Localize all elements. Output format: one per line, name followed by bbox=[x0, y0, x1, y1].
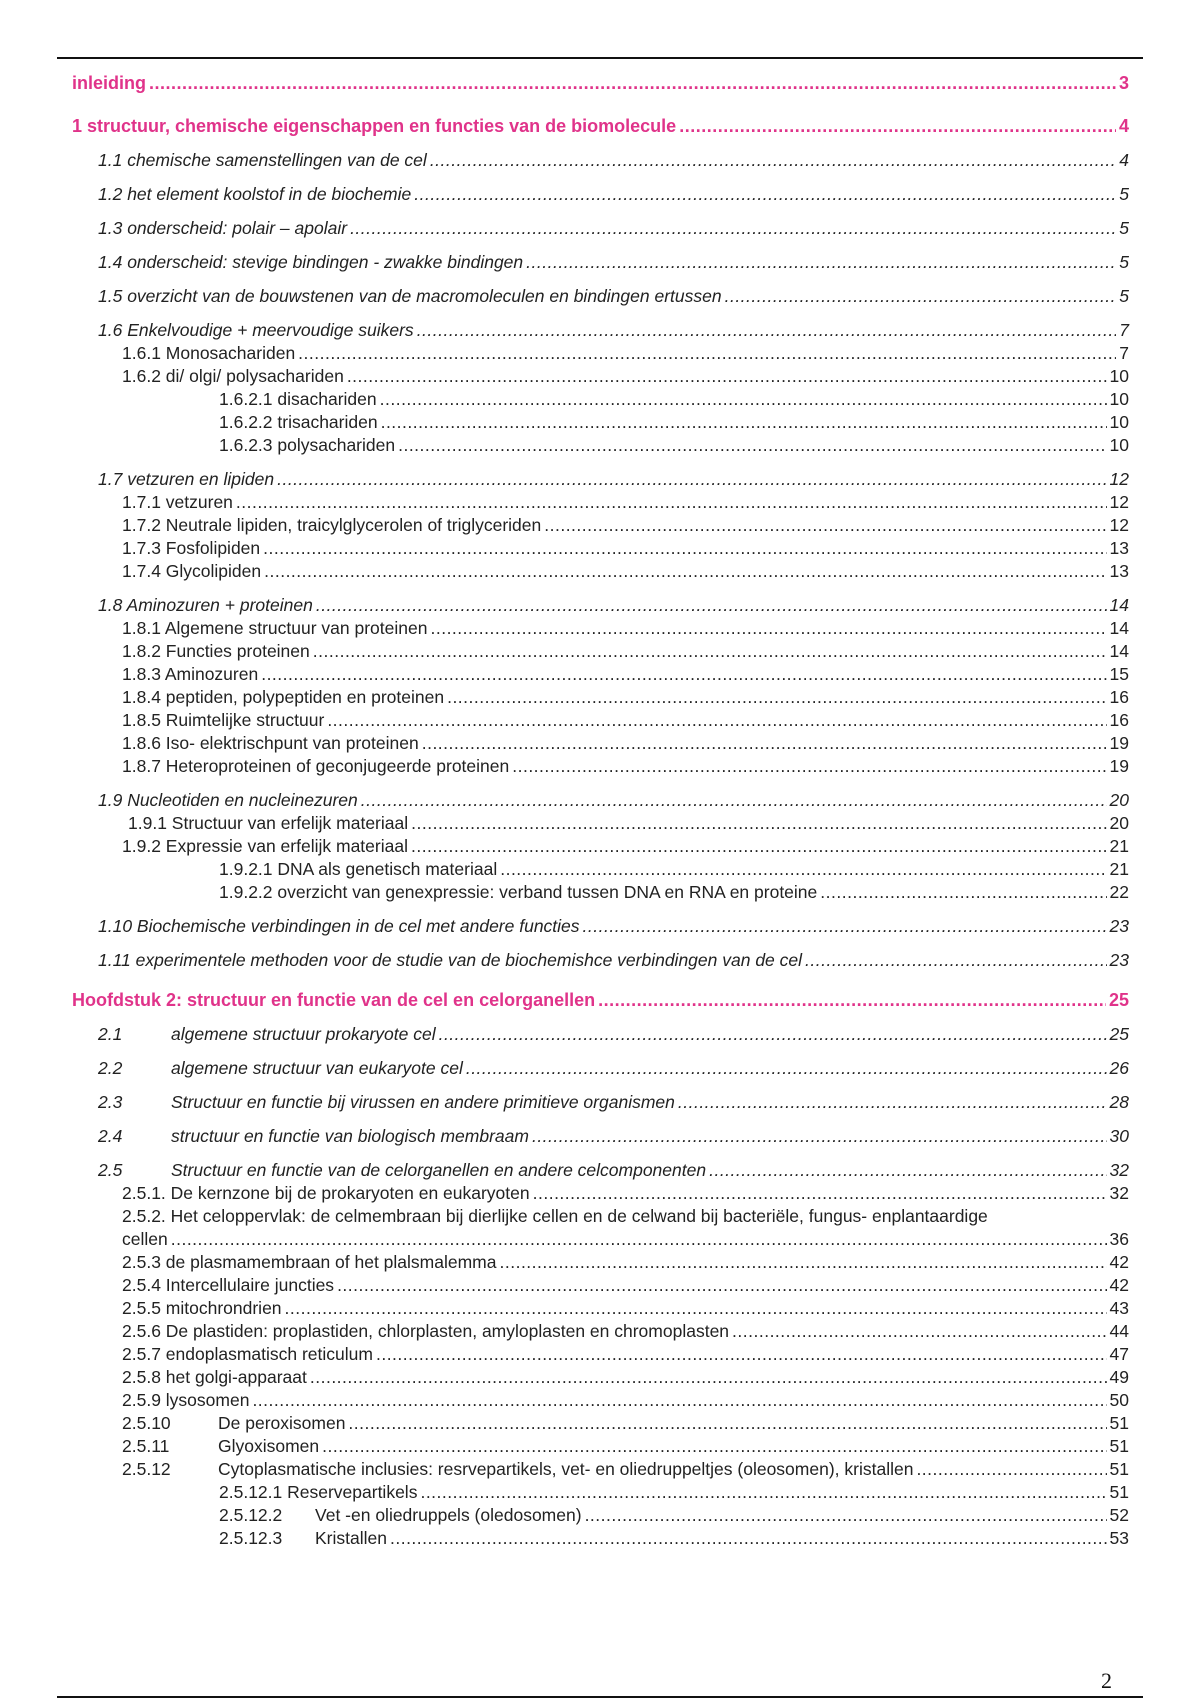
toc-title: 1.7 vetzuren en lipiden bbox=[98, 469, 275, 489]
toc-title: 1.6.2.2 trisachariden bbox=[219, 412, 378, 432]
toc-page: 32 bbox=[1109, 1160, 1129, 1180]
toc-title: 1.8.5 Ruimtelijke structuur bbox=[122, 710, 325, 730]
toc-title: 1.6.2.1 disachariden bbox=[219, 389, 377, 409]
toc-number: 2.5 bbox=[98, 1160, 123, 1180]
toc-page: 53 bbox=[1109, 1528, 1129, 1548]
toc-page: 42 bbox=[1109, 1252, 1129, 1272]
toc-title: 1.6.2 di/ olgi/ polysachariden bbox=[122, 366, 344, 386]
toc-title: 1.8.6 Iso- elektrischpunt van proteinen bbox=[122, 733, 419, 753]
toc-page: 51 bbox=[1109, 1436, 1129, 1456]
toc-entry-2-5-1[interactable] bbox=[72, 1182, 1129, 1205]
toc-leader bbox=[500, 858, 1106, 881]
toc-title: 1.9.2.1 DNA als genetisch materiaal bbox=[219, 859, 498, 879]
toc-leader bbox=[532, 1125, 1107, 1148]
toc-page: 32 bbox=[1109, 1183, 1129, 1203]
toc-leader bbox=[252, 1389, 1106, 1412]
toc-title-text: Cytoplasmatische inclusies: resrvepartikels, vet- en oliedruppeltjes (oleosomen), kristallen bbox=[218, 1459, 914, 1479]
toc-entry-2-5[interactable] bbox=[72, 1159, 1129, 1182]
toc-entry-2-2[interactable] bbox=[72, 1057, 1129, 1080]
toc-number: 2.5.12.2 bbox=[219, 1505, 283, 1525]
toc-entry-2-5-8[interactable] bbox=[72, 1366, 1129, 1389]
toc-entry-1-8-4[interactable] bbox=[72, 686, 1129, 709]
toc-page: 44 bbox=[1109, 1321, 1129, 1341]
toc-entry-1-7[interactable] bbox=[72, 468, 1129, 491]
toc-leader bbox=[347, 365, 1107, 388]
toc-page: 5 bbox=[1119, 184, 1129, 204]
toc-title: 1.8.2 Functies proteinen bbox=[122, 641, 310, 661]
toc-entry-1-6-2-2[interactable] bbox=[72, 411, 1129, 434]
toc-page: 5 bbox=[1119, 286, 1129, 306]
toc-entry-1-8-7[interactable] bbox=[72, 755, 1129, 778]
toc-title bbox=[98, 1091, 675, 1114]
toc-entry-chapter-2[interactable] bbox=[72, 989, 1129, 1012]
toc-page: 51 bbox=[1109, 1482, 1129, 1502]
toc-title-continuation: cellen bbox=[122, 1229, 168, 1249]
toc-entry-2-5-11[interactable] bbox=[72, 1435, 1129, 1458]
toc-page: 22 bbox=[1109, 882, 1129, 902]
toc-page: 25 bbox=[1109, 1024, 1129, 1044]
toc-title-text: algemene structuur van eukaryote cel bbox=[171, 1058, 463, 1078]
toc-entry-1-11[interactable] bbox=[72, 949, 1129, 972]
toc-entry-2-5-12-3[interactable] bbox=[72, 1527, 1129, 1550]
toc-leader bbox=[725, 285, 1117, 308]
toc-page: 26 bbox=[1109, 1058, 1129, 1078]
toc-entry-2-5-7[interactable] bbox=[72, 1343, 1129, 1366]
toc-leader bbox=[439, 1023, 1107, 1046]
toc-leader bbox=[678, 1091, 1107, 1114]
page-number: 2 bbox=[1101, 1668, 1112, 1693]
toc-page: 10 bbox=[1109, 435, 1129, 455]
toc-title: 2.5.12.1 Reservepartikels bbox=[219, 1482, 418, 1502]
toc-number: 2.4 bbox=[98, 1126, 123, 1146]
toc-leader bbox=[500, 1251, 1107, 1274]
toc-title: 1.9.2 Expressie van erfelijk materiaal bbox=[122, 836, 408, 856]
toc-title: 1.11 experimentele methoden voor de studie van de biochemishce verbindingen van de cel bbox=[98, 950, 803, 970]
toc-entry-1-8-2[interactable] bbox=[72, 640, 1129, 663]
toc-leader bbox=[526, 251, 1116, 274]
toc-page: 47 bbox=[1109, 1344, 1129, 1364]
toc-page: 42 bbox=[1109, 1275, 1129, 1295]
toc-leader bbox=[285, 1297, 1107, 1320]
toc-title: 1.4 onderscheid: stevige bindingen - zwakke bindingen bbox=[98, 252, 524, 272]
toc-page: 16 bbox=[1109, 687, 1129, 707]
toc-number: 2.5.11 bbox=[122, 1436, 170, 1456]
toc-leader bbox=[277, 468, 1106, 491]
toc-page: 19 bbox=[1109, 733, 1129, 753]
toc-title: 1.10 Biochemische verbindingen in de cel met andere functies bbox=[98, 916, 580, 936]
toc-leader bbox=[322, 1435, 1106, 1458]
toc-page: 15 bbox=[1109, 664, 1129, 684]
toc-leader bbox=[679, 115, 1116, 138]
toc-title: 1.7.2 Neutrale lipiden, traicylglycerolen of triglyceriden bbox=[122, 515, 542, 535]
toc-title: Hoofdstuk 2: structuur en functie van de cel en celorganellen bbox=[72, 990, 596, 1010]
toc-leader bbox=[316, 594, 1107, 617]
toc-title: 1.9 Nucleotiden en nucleinezuren bbox=[98, 790, 358, 810]
toc-title: 1.3 onderscheid: polair – apolair bbox=[98, 218, 348, 238]
toc-title: 1.6.2.3 polysachariden bbox=[219, 435, 396, 455]
toc-entry-1-9-2-1[interactable] bbox=[72, 858, 1129, 881]
toc-title: 2.5.1. De kernzone bij de prokaryoten en eukaryoten bbox=[122, 1183, 530, 1203]
toc-title: 1.6 Enkelvoudige + meervoudige suikers bbox=[98, 320, 414, 340]
toc-leader bbox=[544, 514, 1106, 537]
toc-entry-2-5-2[interactable] bbox=[72, 1205, 1129, 1251]
toc-page: 10 bbox=[1109, 389, 1129, 409]
toc-entry-1-7-1[interactable] bbox=[72, 491, 1129, 514]
toc-page: 4 bbox=[1119, 150, 1129, 170]
toc-leader bbox=[298, 342, 1116, 365]
toc-entry-2-5-12-1[interactable] bbox=[72, 1481, 1129, 1504]
toc-page: 21 bbox=[1109, 836, 1129, 856]
toc-entry-2-5-10[interactable] bbox=[72, 1412, 1129, 1435]
toc-title: 1.8.1 Algemene structuur van proteinen bbox=[122, 618, 428, 638]
bottom-rule bbox=[57, 1696, 1143, 1698]
toc-title: 1.8.3 Aminozuren bbox=[122, 664, 259, 684]
toc-entry-1-9-1[interactable] bbox=[72, 812, 1129, 835]
toc-leader bbox=[420, 1481, 1106, 1504]
toc-leader bbox=[261, 663, 1106, 686]
toc-title: 1.8 Aminozuren + proteinen bbox=[98, 595, 313, 615]
toc-leader bbox=[313, 640, 1107, 663]
toc-title-text: Glyoxisomen bbox=[218, 1436, 320, 1456]
toc-title: 2.5.8 het golgi-apparaat bbox=[122, 1367, 307, 1387]
toc-page: 16 bbox=[1109, 710, 1129, 730]
toc-entry-1-9-2[interactable] bbox=[72, 835, 1129, 858]
toc-page: 5 bbox=[1119, 252, 1129, 272]
toc-title: 1.7.3 Fosfolipiden bbox=[122, 538, 261, 558]
toc-title: 2.5.7 endoplasmatisch reticulum bbox=[122, 1344, 373, 1364]
toc-leader bbox=[466, 1057, 1107, 1080]
toc-number: 2.3 bbox=[98, 1092, 123, 1112]
toc-entry-chapter-1[interactable] bbox=[72, 115, 1129, 138]
toc-title bbox=[219, 1527, 387, 1550]
toc-entry-1-6-2[interactable] bbox=[72, 365, 1129, 388]
toc-title-text: algemene structuur prokaryote cel bbox=[171, 1024, 436, 1044]
toc-leader bbox=[350, 217, 1116, 240]
toc-leader bbox=[398, 434, 1106, 457]
toc-number: 2.5.10 bbox=[122, 1413, 171, 1433]
toc-title: 2.5.9 lysosomen bbox=[122, 1390, 250, 1410]
toc-leader bbox=[171, 1228, 1107, 1251]
toc-page: 14 bbox=[1109, 618, 1129, 638]
toc-leader bbox=[263, 537, 1106, 560]
toc-leader bbox=[430, 617, 1106, 640]
toc-leader bbox=[430, 149, 1116, 172]
toc-title bbox=[98, 1023, 436, 1046]
toc-title: 2.5.6 De plastiden: proplastiden, chlorplasten, amyloplasten en chromoplasten bbox=[122, 1321, 730, 1341]
toc-page: 12 bbox=[1109, 515, 1129, 535]
toc-leader bbox=[411, 835, 1107, 858]
toc-title: inleiding bbox=[72, 73, 146, 93]
toc-leader bbox=[598, 989, 1106, 1012]
toc-page: 51 bbox=[1109, 1459, 1129, 1479]
toc-title: 2.5.2. Het celoppervlak: de celmembraan bij dierlijke cellen en de celwand bij bacteriële, fungus- enplantaardige bbox=[122, 1206, 988, 1226]
table-of-contents bbox=[72, 72, 1129, 1550]
toc-title: 1.2 het element koolstof in de biochemie bbox=[98, 184, 412, 204]
toc-title bbox=[98, 1125, 529, 1148]
toc-entry-2-3[interactable] bbox=[72, 1091, 1129, 1114]
toc-entry-1-7-3[interactable] bbox=[72, 537, 1129, 560]
toc-leader bbox=[264, 560, 1106, 583]
toc-leader bbox=[411, 812, 1106, 835]
toc-leader bbox=[390, 1527, 1107, 1550]
toc-title-text: Vet -en oliedruppels (oledosomen) bbox=[315, 1505, 582, 1525]
toc-page: 13 bbox=[1109, 538, 1129, 558]
toc-title: 1.9.1 Structuur van erfelijk materiaal bbox=[128, 813, 409, 833]
toc-number: 2.1 bbox=[98, 1024, 123, 1044]
toc-leader bbox=[327, 709, 1106, 732]
toc-entry-1-8[interactable] bbox=[72, 594, 1129, 617]
toc-entry-1-8-6[interactable] bbox=[72, 732, 1129, 755]
toc-title bbox=[122, 1458, 913, 1481]
toc-page: 30 bbox=[1109, 1126, 1129, 1146]
toc-leader bbox=[422, 732, 1107, 755]
toc-entry-1-6[interactable] bbox=[72, 319, 1129, 342]
toc-leader bbox=[414, 183, 1116, 206]
toc-entry-1-6-2-3[interactable] bbox=[72, 434, 1129, 457]
toc-entry-2-5-12[interactable] bbox=[72, 1458, 1129, 1481]
toc-entry-1-6-2-1[interactable] bbox=[72, 388, 1129, 411]
toc-leader bbox=[533, 1182, 1107, 1205]
toc-page: 14 bbox=[1109, 641, 1129, 661]
toc-leader bbox=[512, 755, 1106, 778]
toc-entry-1-8-5[interactable] bbox=[72, 709, 1129, 732]
toc-leader bbox=[236, 491, 1107, 514]
toc-leader bbox=[380, 388, 1107, 411]
toc-entry-1-9[interactable] bbox=[72, 789, 1129, 812]
toc-entry-1-8-1[interactable] bbox=[72, 617, 1129, 640]
toc-page: 19 bbox=[1109, 756, 1129, 776]
toc-title: 1.7.4 Glycolipiden bbox=[122, 561, 262, 581]
toc-leader bbox=[376, 1343, 1107, 1366]
toc-page: 28 bbox=[1109, 1092, 1129, 1112]
toc-title: 1.8.7 Heteroproteinen of geconjugeerde proteinen bbox=[122, 756, 510, 776]
toc-page: 7 bbox=[1119, 343, 1129, 363]
toc-leader bbox=[805, 949, 1107, 972]
toc-page: 20 bbox=[1109, 790, 1129, 810]
toc-page: 23 bbox=[1109, 916, 1129, 936]
toc-page: 12 bbox=[1109, 469, 1129, 489]
toc-leader bbox=[585, 1504, 1107, 1527]
toc-entry-1-5[interactable] bbox=[72, 285, 1129, 308]
toc-page: 50 bbox=[1109, 1390, 1129, 1410]
toc-leader bbox=[348, 1412, 1106, 1435]
toc-page: 5 bbox=[1119, 218, 1129, 238]
toc-title: 1 structuur, chemische eigenschappen en functies van de biomolecule bbox=[72, 116, 677, 136]
toc-title: 2.5.5 mitochrondrien bbox=[122, 1298, 282, 1318]
toc-page: 13 bbox=[1109, 561, 1129, 581]
toc-number: 2.2 bbox=[98, 1058, 123, 1078]
toc-title-continuation-row bbox=[122, 1228, 1129, 1251]
toc-title bbox=[98, 1159, 706, 1182]
toc-entry-1-7-2[interactable] bbox=[72, 514, 1129, 537]
toc-entry-1-3[interactable] bbox=[72, 217, 1129, 240]
toc-entry-inleiding[interactable] bbox=[72, 72, 1129, 95]
toc-page: 4 bbox=[1118, 116, 1129, 136]
toc-page: 12 bbox=[1109, 492, 1129, 512]
toc-title: 1.1 chemische samenstellingen van de cel bbox=[98, 150, 427, 170]
toc-title-text: structuur en functie van biologisch membraam bbox=[171, 1126, 529, 1146]
toc-number: 2.5.12 bbox=[122, 1459, 171, 1479]
toc-leader bbox=[361, 789, 1107, 812]
toc-page: 10 bbox=[1109, 366, 1129, 386]
toc-page: 21 bbox=[1109, 859, 1129, 879]
toc-entry-2-5-9[interactable] bbox=[72, 1389, 1129, 1412]
toc-entry-1-4[interactable] bbox=[72, 251, 1129, 274]
toc-leader bbox=[820, 881, 1106, 904]
toc-title-text: De peroxisomen bbox=[218, 1413, 346, 1433]
toc-title-text: Structuur en functie bij virussen en andere primitieve organismen bbox=[171, 1092, 675, 1112]
toc-leader bbox=[447, 686, 1106, 709]
toc-leader bbox=[583, 915, 1107, 938]
toc-leader bbox=[381, 411, 1107, 434]
toc-leader bbox=[732, 1320, 1107, 1343]
toc-page: 14 bbox=[1109, 595, 1129, 615]
toc-entry-2-1[interactable] bbox=[72, 1023, 1129, 1046]
toc-page: 51 bbox=[1109, 1413, 1129, 1433]
toc-title-text: Structuur en functie van de celorganellen en andere celcomponenten bbox=[171, 1160, 707, 1180]
toc-entry-1-2[interactable] bbox=[72, 183, 1129, 206]
toc-page: 7 bbox=[1119, 320, 1129, 340]
chapter-2-section bbox=[72, 989, 1129, 1550]
toc-page: 10 bbox=[1109, 412, 1129, 432]
toc-title: 1.8.4 peptiden, polypeptiden en proteinen bbox=[122, 687, 445, 707]
toc-title bbox=[122, 1435, 319, 1458]
toc-entry-2-5-5[interactable] bbox=[72, 1297, 1129, 1320]
toc-entry-1-10[interactable] bbox=[72, 915, 1129, 938]
toc-title bbox=[122, 1412, 345, 1435]
toc-leader bbox=[417, 319, 1117, 342]
toc-leader bbox=[916, 1458, 1106, 1481]
toc-entry-1-8-3[interactable] bbox=[72, 663, 1129, 686]
toc-entry-1-1[interactable] bbox=[72, 149, 1129, 172]
toc-entry-2-5-6[interactable] bbox=[72, 1320, 1129, 1343]
toc-title: 1.9.2.2 overzicht van genexpressie: verband tussen DNA en RNA en proteine bbox=[219, 882, 818, 902]
toc-title: 1.5 overzicht van de bouwstenen van de macromoleculen en bindingen ertussen bbox=[98, 286, 722, 306]
toc-leader bbox=[149, 72, 1116, 95]
toc-title: 1.6.1 Monosachariden bbox=[122, 343, 296, 363]
toc-leader bbox=[337, 1274, 1106, 1297]
toc-page: 36 bbox=[1109, 1229, 1129, 1249]
toc-title bbox=[219, 1504, 582, 1527]
toc-entry-1-7-4[interactable] bbox=[72, 560, 1129, 583]
toc-entry-2-5-12-2[interactable] bbox=[72, 1504, 1129, 1527]
toc-title: 2.5.3 de plasmamembraan of het plalsmalemma bbox=[122, 1252, 497, 1272]
toc-leader bbox=[709, 1159, 1106, 1182]
toc-title: 1.7.1 vetzuren bbox=[122, 492, 233, 512]
toc-title bbox=[98, 1057, 463, 1080]
toc-page: 25 bbox=[1108, 990, 1129, 1010]
top-rule bbox=[57, 57, 1143, 59]
toc-page: 20 bbox=[1109, 813, 1129, 833]
toc-entry-2-4[interactable] bbox=[72, 1125, 1129, 1148]
toc-entry-2-5-4[interactable] bbox=[72, 1274, 1129, 1297]
toc-number: 2.5.12.3 bbox=[219, 1528, 283, 1548]
toc-leader bbox=[310, 1366, 1107, 1389]
toc-page: 3 bbox=[1118, 73, 1129, 93]
toc-page: 23 bbox=[1109, 950, 1129, 970]
toc-page: 43 bbox=[1109, 1298, 1129, 1318]
toc-page: 49 bbox=[1109, 1367, 1129, 1387]
toc-entry-1-6-1[interactable] bbox=[72, 342, 1129, 365]
toc-title: 2.5.4 Intercellulaire juncties bbox=[122, 1275, 335, 1295]
toc-title-text: Kristallen bbox=[315, 1528, 387, 1548]
toc-entry-1-9-2-2[interactable] bbox=[72, 881, 1129, 904]
toc-entry-2-5-3[interactable] bbox=[72, 1251, 1129, 1274]
toc-page: 52 bbox=[1109, 1505, 1129, 1525]
